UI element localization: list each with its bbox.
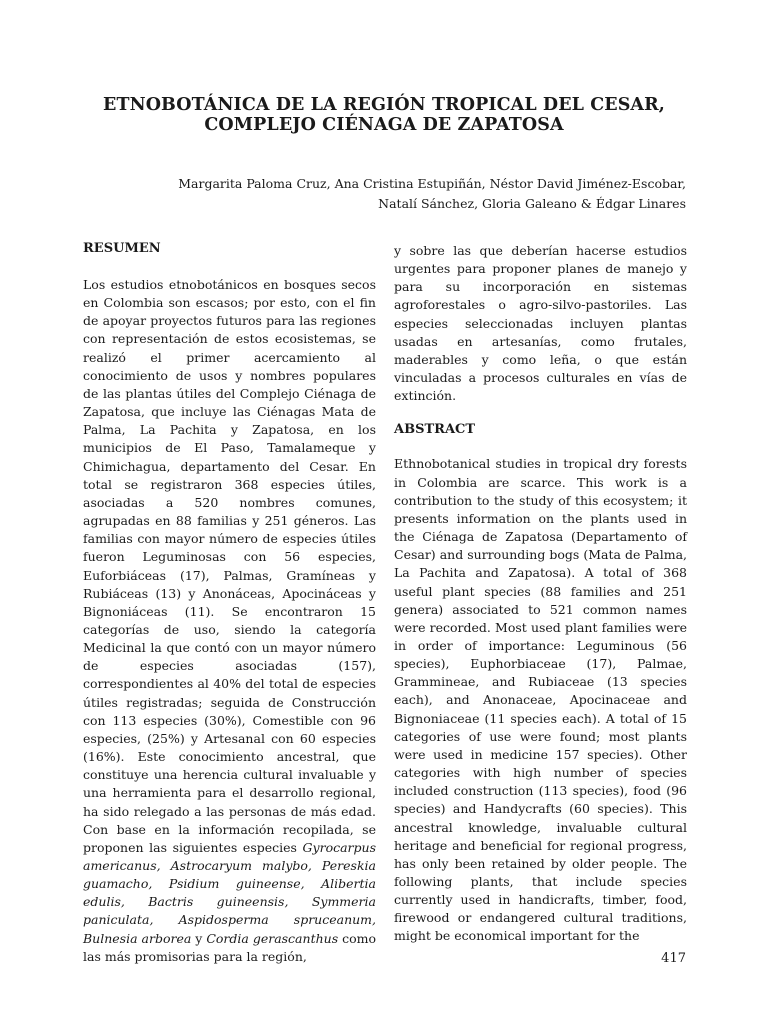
resumen-heading: RESUMEN [83, 241, 161, 256]
right-column [394, 242, 687, 946]
resumen-continuation: y sobre las que deberían hacerse estudios urgentes para proponer planes de manejo y para su incorporación en sistemas agroforestales o agro-silvo-pastoriles. Las especies seleccionadas incluyen plantas usadas en artesanías, como frutales, maderables y como leña, o que están vinculadas a procesos culturales en vías de extinción. [394, 243, 687, 404]
page-number: 417 [661, 951, 686, 966]
species-list: Gyrocarpus americanus, Astrocaryum malybo, Pereskia guamacho, Psidium guineense, Alibertia edulis, Bactris guineensis, Symmeria paniculata, Aspidosperma spruceanum, Bulnesia arborea [83, 839, 376, 946]
paper-title [60, 95, 708, 135]
resumen-paragraph [83, 276, 376, 966]
left-column [83, 240, 376, 966]
species-connector: y [191, 930, 207, 946]
authors-line-2: Natalí Sánchez, Gloria Galeano & Édgar Linares [378, 196, 686, 211]
resumen-text: Los estudios etnobotánicos en bosques secos en Colombia son escasos; por esto, con el fin de apoyar proyectos futuros para las regiones con representación de estos ecosistemas, se realizó el primer acercamiento al conocimiento de usos y nombres populares de las plantas útiles del Complejo Ciénaga de Zapatosa, que incluye las Ciénagas Mata de Palma, La Pachita y Zapatosa, en los municipios de El Paso, Tamalameque y Chimichagua, departamento del Cesar. En total se registraron 368 especies útiles, asociadas a 520 nombres comunes, agrupadas en 88 familias y 251 géneros. Las familias con mayor número de especies útiles fueron Leguminosas con 56 especies, Euforbiáceas (17), Palmas, Gramíneas y Rubiáceas (13) y Anonáceas, Apocináceas y Bignoniáceas (11). Se encontraron 15 categorías de uso, siendo la categoría Medicinal la que contó con un mayor número de especies asociadas (157), correspondientes al 40% del total de especies útiles registradas; seguida de Construcción con 113 especies (30%), Comestible con 96 especies, (25%) y Artesanal con 60 especies (16%). Este conocimiento ancestral, que constituye una herencia cultural invaluable y una herramienta para el desarrollo regional, ha sido relegado a las personas de más edad. Con base en la información recopilada, se proponen las siguientes especies [83, 277, 376, 855]
title-line-2: COMPLEJO CIÉNAGA DE ZAPATOSA [204, 115, 564, 135]
title-line-1: ETNOBOTÁNICA DE LA REGIÓN TROPICAL DEL CESAR, [103, 95, 665, 115]
resumen-text-end: como las más promisorias para la región, [83, 930, 376, 964]
species-last: Cordia gerascanthus [206, 930, 339, 946]
authors-line-1: Margarita Paloma Cruz, Ana Cristina Estupiñán, Néstor David Jiménez-Escobar, [178, 176, 686, 191]
abstract-heading: ABSTRACT [394, 422, 476, 438]
abstract-paragraph: Ethnobotanical studies in tropical dry forests in Colombia are scarce. This work is a contribution to the study of this ecosystem; it presents information on the plants used in the Ciénaga de Zapatosa (Departamento of Cesar) and surrounding bogs (Mata de Palma, La Pachita and Zapatosa). A total of 368 useful plant species (88 families and 251 genera) associated to 521 common names were recorded. Most used plant families were in order of importance: Leguminous (56 species), Euphorbiaceae (17), Palmae, Grammineae, and Rubiaceae (13 species each), and Anonaceae, Apocinaceae and Bignoniaceae (11 species each). A total of 15 categories of use were found; most plants were used in medicine 157 species). Other categories with high number of species included construction (113 species), food (96 species) and Handycrafts (60 species). This ancestral knowledge, invaluable cultural heritage and beneficial for regional progress, has only been retained by older people. The following plants, that include species currently used in handicrafts, timber, food, firewood or endangered cultural traditions, might be economical important for the [394, 456, 687, 944]
author-list [178, 174, 686, 214]
